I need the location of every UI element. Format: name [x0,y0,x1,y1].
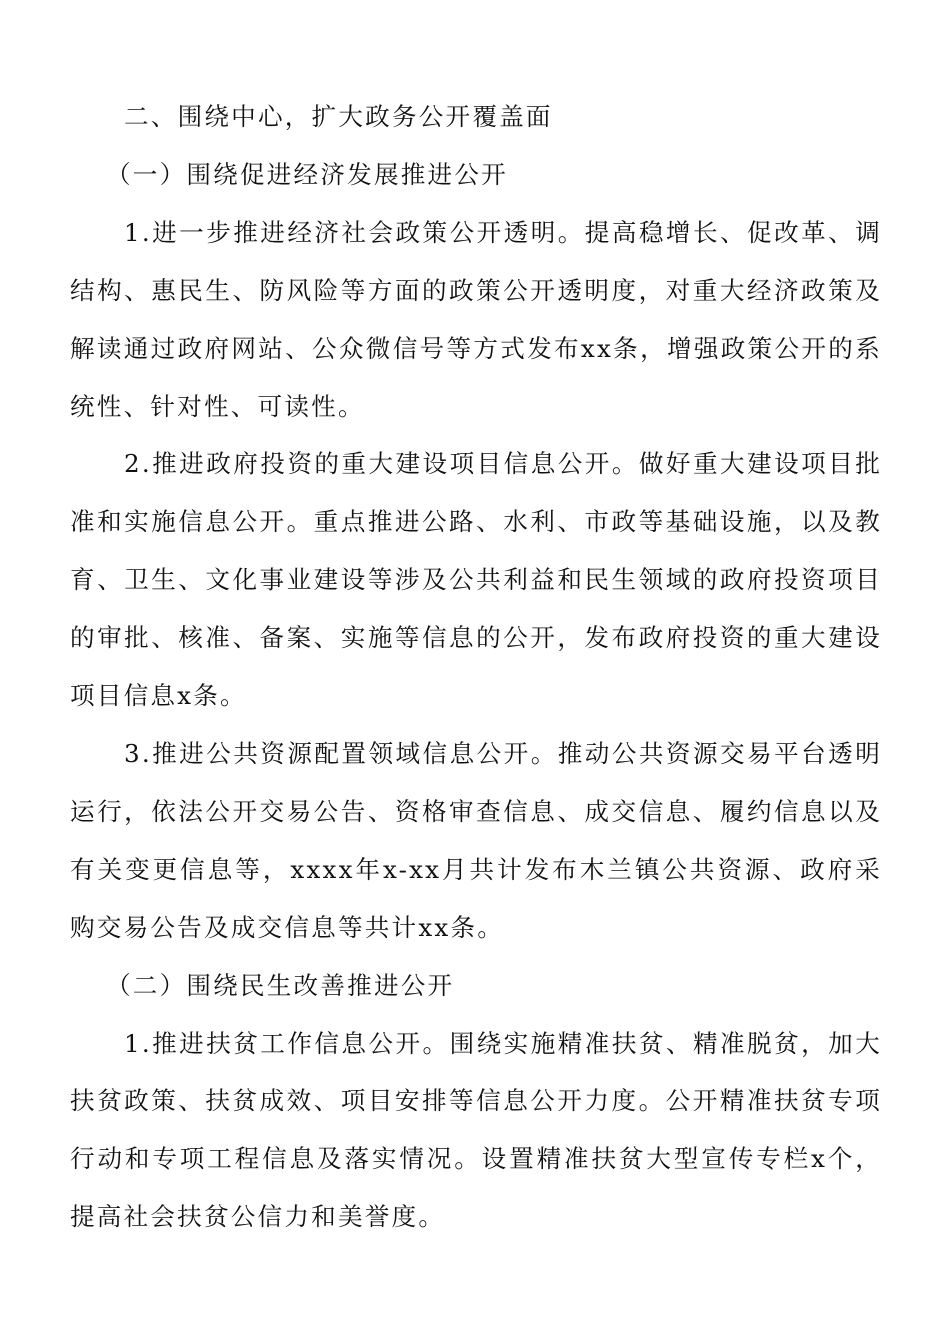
main-heading: 二、围绕中心，扩大政务公开覆盖面 [124,102,553,131]
section-1-item-3: 3.推进公共资源配置领域信息公开。推动公共资源交易平台透明运行，依法公开交易公告、资格审查信息、成交信息、履约信息以及有关变更信息等，xxxx年x-xx月共计发布木兰镇公共资源、政府采购交易公告及成交信息等共计xx条。 [70,738,882,942]
section-2-title: （二）围绕民生改善推进公开 [106,970,455,1000]
section-1-item-2: 2.推进政府投资的重大建设项目信息公开。做好重大建设项目批准和实施信息公开。重点推进公路、水利、市政等基础设施，以及教育、卫生、文化事业建设等涉及公共利益和民生领域的政府投资项目的审批、核准、备案、实施等信息的公开，发布政府投资的重大建设项目信息x条。 [70,449,882,711]
section-1-title: （一）围绕促进经济发展推进公开 [106,159,508,189]
document-page [70,88,882,1246]
section-2-item-1: 1.推进扶贫工作信息公开。围绕实施精准扶贫、精准脱贫，加大扶贫政策、扶贫成效、项目安排等信息公开力度。公开精准扶贫专项行动和专项工程信息及落实情况。设置精准扶贫大型宣传专栏x个，提高社会扶贫公信力和美誉度。 [70,1028,882,1232]
section-1-item-1: 1.进一步推进经济社会政策公开透明。提高稳增长、促改革、调结构、惠民生、防风险等方面的政策公开透明度，对重大经济政策及解读通过政府网站、公众微信号等方式发布xx条，增强政策公开的系统性、针对性、可读性。 [70,217,882,421]
